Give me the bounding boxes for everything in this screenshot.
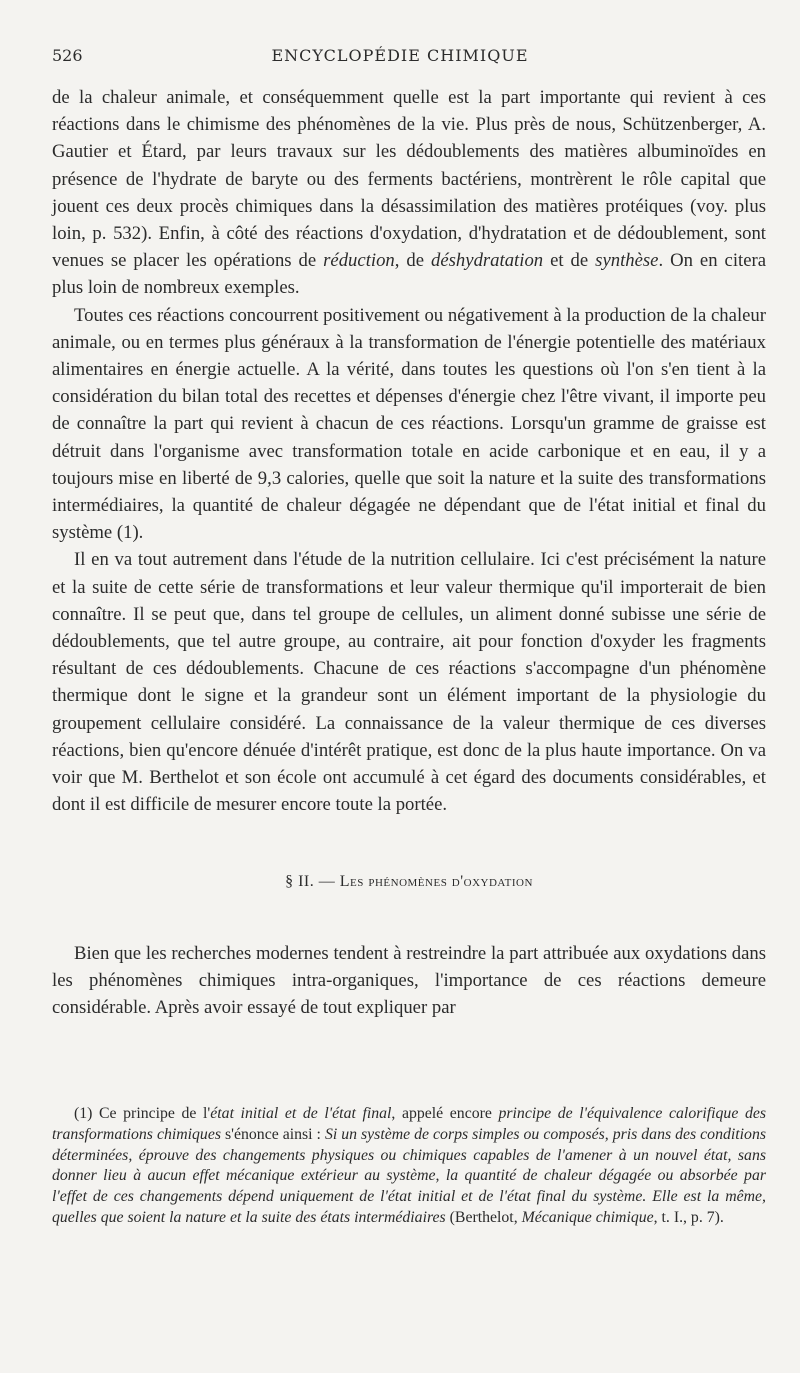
running-title: ENCYCLOPÉDIE CHIMIQUE — [271, 46, 529, 65]
text-run: . On en citera plus loin de nombreux exemples. — [52, 250, 767, 299]
text-run: (Berthelot, — [445, 1208, 522, 1226]
section-number: § II. — — [285, 873, 340, 891]
page-number: 526 — [52, 46, 83, 65]
text-run: et de — [543, 250, 596, 272]
section-title: Les phénomènes d'oxydation — [339, 873, 533, 891]
text-run: , de — [394, 250, 432, 272]
text-run: de la chaleur animale, et conséquemment quelle est la part importante qui revient à ces réactions dans le chimisme des phénomènes de la vie. Plus près de nous, Schützenberger, A. Gautier et Étard, par leurs travaux sur les dédoublements des matières albuminoïdes en présence de l'hydrate de baryte ou des ferments bactériens, montrèrent le rôle capital que jouent ces deux procès chimiques dans la désassimilation des matières protéiques (voy. plus loin, p. 532). Enfin, à côté des réactions d'oxydation, d'hydratation et de dédoublement, sont venues se placer les opérations de — [52, 87, 766, 272]
emphasis: Mécanique chimique — [521, 1208, 654, 1226]
page-header — [52, 46, 748, 74]
footnote — [52, 1104, 766, 1229]
footnote-1 — [52, 1104, 766, 1229]
emphasis: Si un système de corps simples ou composés, pris dans des conditions déterminées, éprouve des changements physiques ou chimiques capables de l'amener à un nouvel état, sans donner lieu à aucun effet mécanique extérieur au système, la quantité de chaleur dégagée ou absorbée par l'effet de ces changements dépend uniquement de l'état initial et de l'état final du système. Elle est la même, quelles que soient la nature et la suite des états intermédiaires — [52, 1125, 766, 1226]
emphasis: état initial et de l'état final — [210, 1105, 392, 1122]
text-run: (1) Ce principe de l' — [74, 1105, 211, 1122]
emphasis-reduction: réduction — [323, 250, 395, 272]
text-run: s'énonce ainsi : — [221, 1125, 325, 1143]
paragraph-1 — [52, 84, 766, 302]
paragraph-2: Toutes ces réactions concourrent positivement ou négativement à la production de la chaleur animale, ou en termes plus généraux à la transformation de l'énergie potentielle des matériaux alimentaires en énergie actuelle. A la vérité, dans toutes les questions où l'on s'en tient à la considération du bilan total des recettes et dépenses d'énergie chez l'être vivant, il importe peu de connaître la part qui revient à chacun de ces réactions. Lorsqu'un gramme de graisse est détruit dans l'organisme avec transformation totale en acide carbonique et en eau, il y a toujours mise en liberté de 9,3 calories, quelle que soit la nature et la suite des transformations intermédiaires, la quantité de chaleur dégagée ne dépendant que de l'état initial et final du système (1). — [52, 304, 766, 544]
paragraph-4: Bien que les recherches modernes tendent à restreindre la part attribuée aux oxydations dans les phénomènes chimiques intra-organiques, l'importance de ces réactions demeure considérable. Après avoir essayé de tout expliquer par — [52, 942, 766, 1019]
body-text — [52, 84, 766, 1021]
text-run: , t. I., p. 7). — [653, 1208, 724, 1226]
emphasis-deshydratation: déshydratation — [431, 250, 544, 272]
paragraph-3: Il en va tout autrement dans l'étude de la nutrition cellulaire. Ici c'est précisément la nature et la suite de cette série de transformations et leur valeur thermique qu'il importerait de bien connaître. Il se peut que, dans tel groupe de cellules, un aliment donné subisse une série de dédoublements, que tel autre groupe, au contraire, ait pour fonction d'oxyder les fragments résultant de ces dédoublements. Chacune de ces réactions s'accompagne d'un phénomène thermique dont le signe et la grandeur sont un élément important de la physiologie du groupement cellulaire considéré. La connaissance de la valeur thermique de ces diverses réactions, bien qu'encore dénuée d'intérêt pratique, est donc de la plus haute importance. On va voir que M. Berthelot et son école ont accumulé à cet égard des documents considérables, et dont il est difficile de mesurer encore toute la portée. — [52, 549, 766, 816]
section-heading — [52, 868, 766, 895]
text-run: , appelé encore — [391, 1105, 499, 1122]
emphasis: principe de l'équivalence calorifique des transformations chimiques — [52, 1105, 767, 1143]
emphasis-synthese: synthèse — [595, 250, 659, 272]
